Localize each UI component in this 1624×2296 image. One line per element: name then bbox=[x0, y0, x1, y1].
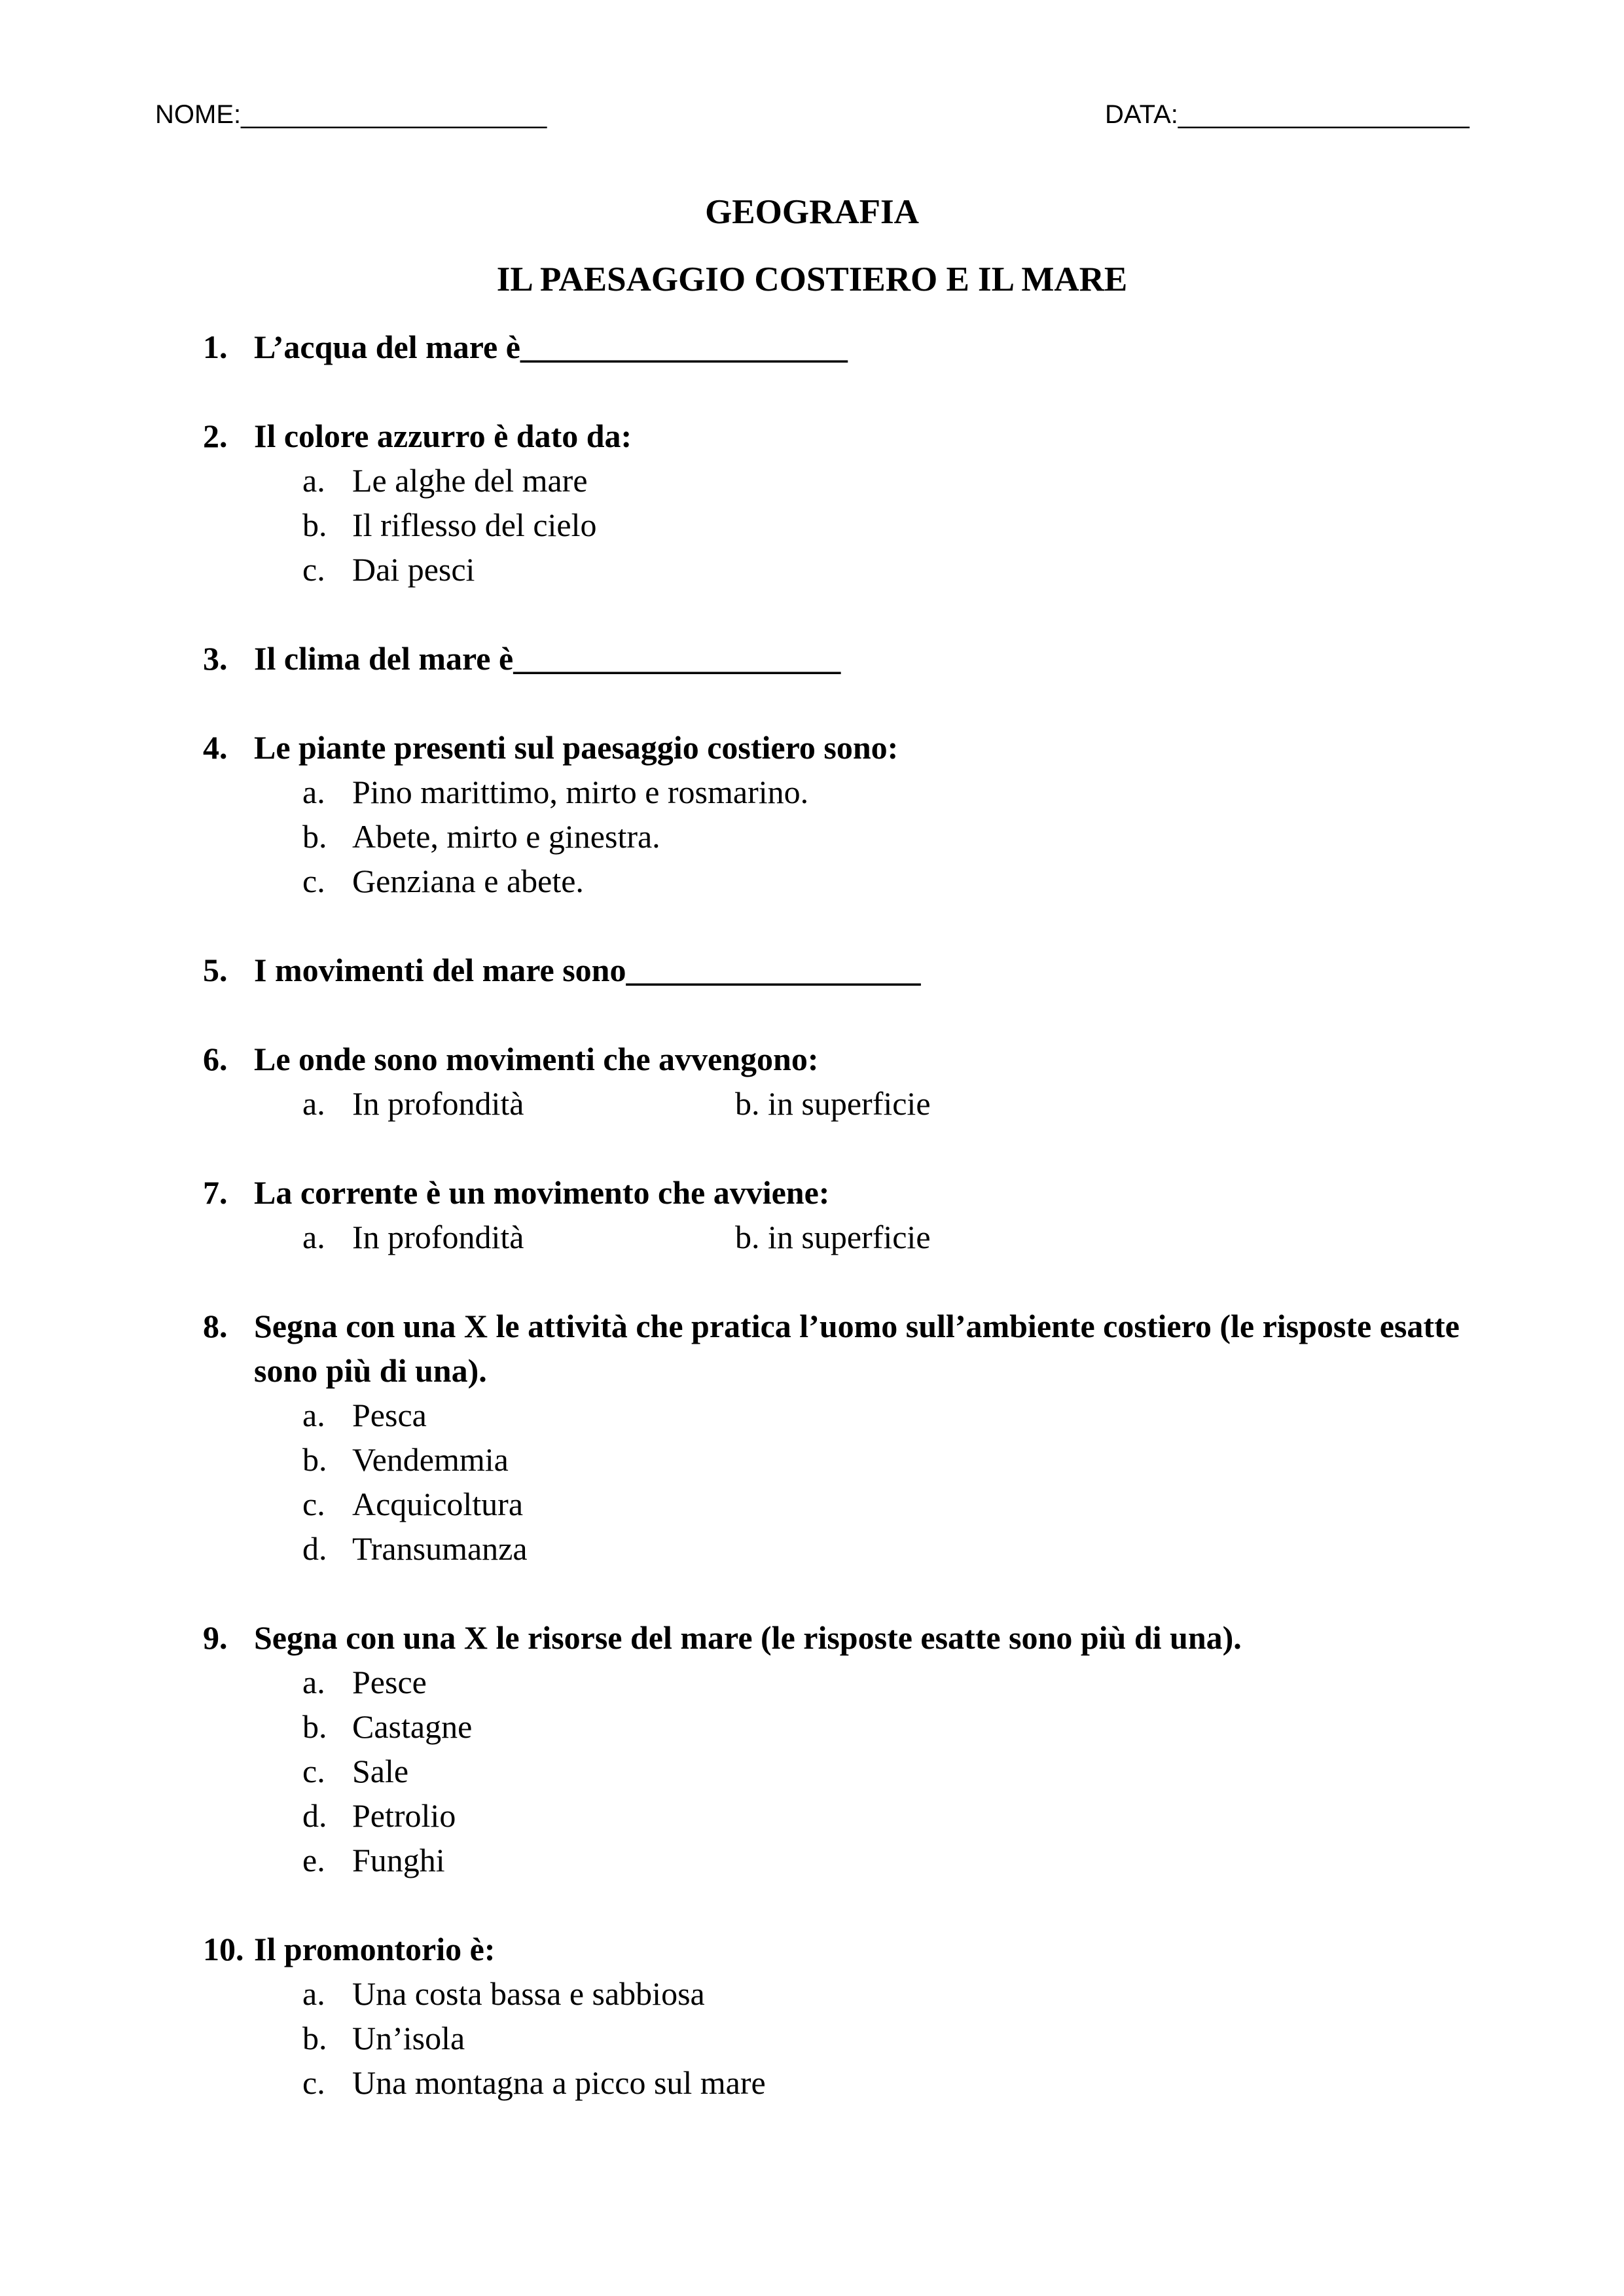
option-letter: d. bbox=[302, 1797, 327, 1834]
question-3 bbox=[0, 636, 1624, 681]
option-letter: c. bbox=[302, 863, 325, 899]
question-6 bbox=[0, 1037, 1624, 1126]
question-list bbox=[0, 325, 1624, 2149]
question-number: 10. bbox=[203, 1931, 244, 1967]
option-item bbox=[0, 2060, 1624, 2105]
option-letter: c. bbox=[302, 551, 325, 588]
option-item bbox=[0, 503, 1624, 547]
option-text: Acquicoltura bbox=[352, 1486, 524, 1522]
option-letter: a. bbox=[302, 774, 325, 810]
option-text: Abete, mirto e ginestra. bbox=[352, 818, 660, 855]
question-number: 2. bbox=[203, 418, 228, 454]
option-text: In profondità bbox=[352, 1219, 524, 1255]
option-text: Genziana e abete. bbox=[352, 863, 584, 899]
option-text: Una montagna a picco sul mare bbox=[352, 2064, 766, 2101]
option-item bbox=[0, 1749, 1624, 1793]
option-text: Pesce bbox=[352, 1664, 427, 1700]
question-text: La corrente è un movimento che avviene: bbox=[254, 1174, 830, 1211]
option-text: Petrolio bbox=[352, 1797, 456, 1834]
option-item bbox=[0, 770, 1624, 814]
option-letter: a. bbox=[302, 1664, 325, 1700]
question-number: 1. bbox=[203, 329, 228, 365]
option-letter: b. bbox=[302, 1441, 327, 1478]
question-2 bbox=[0, 414, 1624, 592]
option-text: Pino marittimo, mirto e rosmarino. bbox=[352, 774, 809, 810]
option-item bbox=[0, 1393, 1624, 1437]
option-item bbox=[0, 1838, 1624, 1882]
option-item bbox=[0, 1704, 1624, 1749]
option-item bbox=[0, 1526, 1624, 1571]
option-letter: a. bbox=[302, 1975, 325, 2012]
option-item bbox=[0, 1437, 1624, 1482]
question-number: 8. bbox=[203, 1308, 228, 1344]
question-4 bbox=[0, 725, 1624, 903]
option-text: Funghi bbox=[352, 1842, 445, 1878]
option-item bbox=[0, 547, 1624, 592]
question-text: Segna con una X le risorse del mare (le risposte esatte sono più di una). bbox=[254, 1619, 1242, 1656]
option-letter: a. bbox=[302, 1397, 325, 1433]
option-item bbox=[0, 1482, 1624, 1526]
option-letter: a. bbox=[302, 462, 325, 499]
option-row bbox=[0, 1215, 1624, 1259]
option-text: Sale bbox=[352, 1753, 409, 1789]
option-item bbox=[0, 859, 1624, 903]
question-number: 9. bbox=[203, 1619, 228, 1656]
option-letter: a. bbox=[302, 1219, 325, 1255]
option-text: Transumanza bbox=[352, 1530, 528, 1567]
option-text: Il riflesso del cielo bbox=[352, 507, 597, 543]
question-8 bbox=[0, 1304, 1624, 1571]
question-number: 7. bbox=[203, 1174, 228, 1211]
option-text: b. in superficie bbox=[735, 1085, 931, 1122]
question-text: Le piante presenti sul paesaggio costiero sono: bbox=[254, 729, 899, 766]
option-letter: e. bbox=[302, 1842, 325, 1878]
question-number: 3. bbox=[203, 640, 228, 677]
option-text: Dai pesci bbox=[352, 551, 475, 588]
option-letter: c. bbox=[302, 2064, 325, 2101]
question-9 bbox=[0, 1615, 1624, 1882]
option-letter: d. bbox=[302, 1530, 327, 1567]
question-7 bbox=[0, 1170, 1624, 1259]
question-text: L’acqua del mare è____________________ bbox=[254, 329, 848, 365]
option-text: In profondità bbox=[352, 1085, 524, 1122]
option-letter: c. bbox=[302, 1753, 325, 1789]
question-text: Le onde sono movimenti che avvengono: bbox=[254, 1041, 819, 1077]
option-letter: b. bbox=[302, 1708, 327, 1745]
question-number: 4. bbox=[203, 729, 228, 766]
option-text: Un’isola bbox=[352, 2020, 465, 2056]
option-text: Vendemmia bbox=[352, 1441, 509, 1478]
question-number: 5. bbox=[203, 952, 228, 988]
option-letter: b. bbox=[302, 507, 327, 543]
question-text: Il promontorio è: bbox=[254, 1931, 496, 1967]
option-letter: b. bbox=[302, 2020, 327, 2056]
option-letter: b. bbox=[302, 818, 327, 855]
question-5 bbox=[0, 948, 1624, 992]
question-number: 6. bbox=[203, 1041, 228, 1077]
option-text: Una costa bassa e sabbiosa bbox=[352, 1975, 705, 2012]
question-text: Il clima del mare è____________________ bbox=[254, 640, 841, 677]
option-letter: a. bbox=[302, 1085, 325, 1122]
option-text: Le alghe del mare bbox=[352, 462, 588, 499]
question-10 bbox=[0, 1927, 1624, 2105]
option-item bbox=[0, 1660, 1624, 1704]
option-text: b. in superficie bbox=[735, 1219, 931, 1255]
question-text: Segna con una X le attività che pratica l’uomo sull’ambiente costiero (le risposte esatte sono più di una). bbox=[254, 1308, 1460, 1389]
option-text: Pesca bbox=[352, 1397, 427, 1433]
option-item bbox=[0, 814, 1624, 859]
date-field: DATA:____________________ bbox=[1105, 100, 1470, 129]
option-item bbox=[0, 1971, 1624, 2016]
option-row bbox=[0, 1081, 1624, 1126]
option-text: Castagne bbox=[352, 1708, 473, 1745]
option-item bbox=[0, 1793, 1624, 1838]
option-item bbox=[0, 458, 1624, 503]
subject-title: GEOGRAFIA bbox=[705, 193, 919, 231]
question-text: I movimenti del mare sono__________________ bbox=[254, 952, 921, 988]
option-item bbox=[0, 2016, 1624, 2060]
question-text: Il colore azzurro è dato da: bbox=[254, 418, 632, 454]
name-field: NOME:_____________________ bbox=[155, 100, 547, 129]
question-1 bbox=[0, 325, 1624, 369]
topic-title: IL PAESAGGIO COSTIERO E IL MARE bbox=[496, 260, 1128, 298]
option-letter: c. bbox=[302, 1486, 325, 1522]
